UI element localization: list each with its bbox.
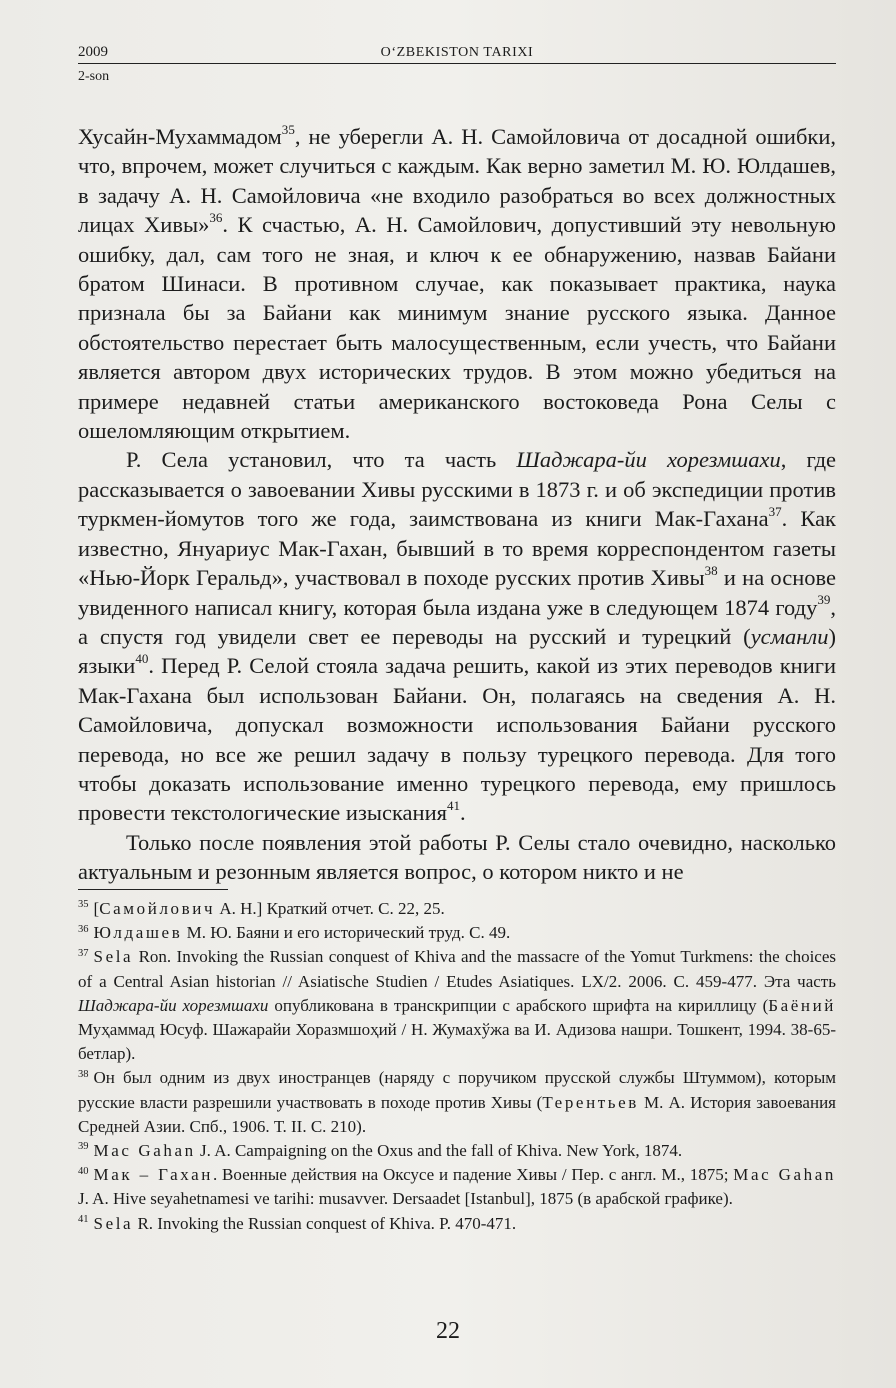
footnote-36: $^{36}$ Юлдашев М. Ю. Баяни и его исторический труд. С. 49. (78, 923, 511, 943)
paragraph-1: Хусайн-Мухаммадом$^{35}$, не уберегли А. Н. Самойловича от досадной ошибки, что, впрочем, может случиться с каждым. Как верно заметил М. Ю. Юлдашев, в задачу А. Н. Самойловича «не входило разобраться во всех должностных лицах Хивы»$^{36}$. К счастью, А. Н. Самойлович, допустивший эту невольную ошибку, дал, сам того не зная, и ключ к ее обнаружению, назвав Байани братом Шинаси. В противном случае, как показывает практика, наука признала бы за Байани как минимум знание русского языка. Данное обстоятельство перестает быть малосущественным, если учесть, что Байани является автором двух исторических трудов. В этом можно убедиться на примере недавней статьи американского востоковеда Рона Селы с ошеломляющим открытием. (78, 121, 836, 444)
footnote-41: $^{41}$ Sela R. Invoking the Russian conquest of Khiva. P. 470-471. (78, 1213, 517, 1233)
footnote-ref-39: 39 (817, 592, 831, 608)
footnote-38: $^{38}$ Он был одним из двух иностранцев (наряду с поручиком прусской службы Штуммом), которым русские власти разрешили участвовать в походе против Хивы (Терентьев М. А. История завоевания Средней Азии. Спб., 1906. Т. II. С. 210). (78, 1068, 836, 1136)
paragraph-3: Только после появления этой работы Р. Селы стало очевидно, насколько актуальным и резонным является вопрос, о котором никто и не (78, 829, 836, 885)
footnote-37: $^{37}$ Sela Ron. Invoking the Russian conquest of Khiva and the massacre of the Yomut Turkmens: the choices of a Central Asian historian // Asiatische Studien / Etudes Asiatiques. LX/2. 2006. С. 459-477. Эта часть Шаджара-йи хорезмшахи опубликована в транскрипции с арабского шрифта на кириллицу (Баёний Муҳаммад Юсуф. Шажарайи Хоразмшоҳий / Н. Жумахўжа ва И. Адизова нашри. Тошкент, 1994. 38-65-бетлар). (78, 947, 836, 1064)
italic-title: Шаджара-йи хорезмшахи (516, 447, 781, 473)
footnote-40: $^{40}$ Мак – Гахан. Военные действия на Оксусе и падение Хивы / Пер. с англ. М., 1875; Mac Gahan J. A. Hive seyahetnamesi ve tarihi: musavver. Dersaadet [Istanbul], 1875 (в арабской графике). (78, 1165, 836, 1209)
paragraph-2: Р. Села установил, что та часть Шаджара-йи хорезмшахи, где рассказывается о завоевании Хивы русскими в 1873 г. и об экспедиции против туркмен-йомутов того же года, заимствована из книги Мак-Гахана$^{37}$. Как известно, Януариус Мак-Гахан, бывший в то время корреспондентом газеты «Нью-Йорк Геральд», участвовал в походе русских против Хивы$^{38}$ и на основе увиденного написал книгу, которая была издана уже в следующем 1874 году$^{39}$, а спустя год увидели свет ее переводы на русский и турецкий (усманли) языки$^{40}$. Перед Р. Селой стояла задача решить, какой из этих переводов книги Мак-Гахана был использован Байани. Он, полагаясь на сведения А. Н. Самойловича, допускал возможности использования Байани русского перевода, но все же решил задачу в пользу турецкого перевода. Для того чтобы доказать использование именно турецкого перевода, ему пришлось провести текстологические изыскания$^{41}$. (78, 447, 837, 826)
footnote-ref-36: 36 (209, 209, 223, 225)
running-header (78, 42, 836, 64)
header-year: 2009 (78, 44, 108, 60)
footnote-ref-41: 41 (446, 797, 461, 813)
header-issue: 2-son (78, 69, 110, 84)
footnote-ref-37: 37 (768, 503, 782, 519)
footnote-ref-38: 38 (704, 562, 718, 578)
main-text (78, 122, 836, 887)
header-rule (78, 63, 836, 64)
page-number: 22 (436, 1318, 460, 1344)
footnote-35: $^{35}$ [Самойлович А. Н.] Краткий отчет. С. 22, 25. (78, 899, 445, 918)
header-journal-title: O‘ZBEKISTON TARIXI (380, 45, 534, 60)
footnote-separator (78, 889, 228, 890)
italic-term: усманли (750, 623, 829, 649)
footnote-ref-40: 40 (135, 650, 149, 666)
footnote-ref-35: 35 (281, 121, 295, 137)
footnote-39: $^{39}$ Mac Gahan J. A. Campaigning on the Oxus and the fall of Khiva. New York, 1874. (78, 1141, 683, 1161)
footnotes (78, 897, 836, 1236)
